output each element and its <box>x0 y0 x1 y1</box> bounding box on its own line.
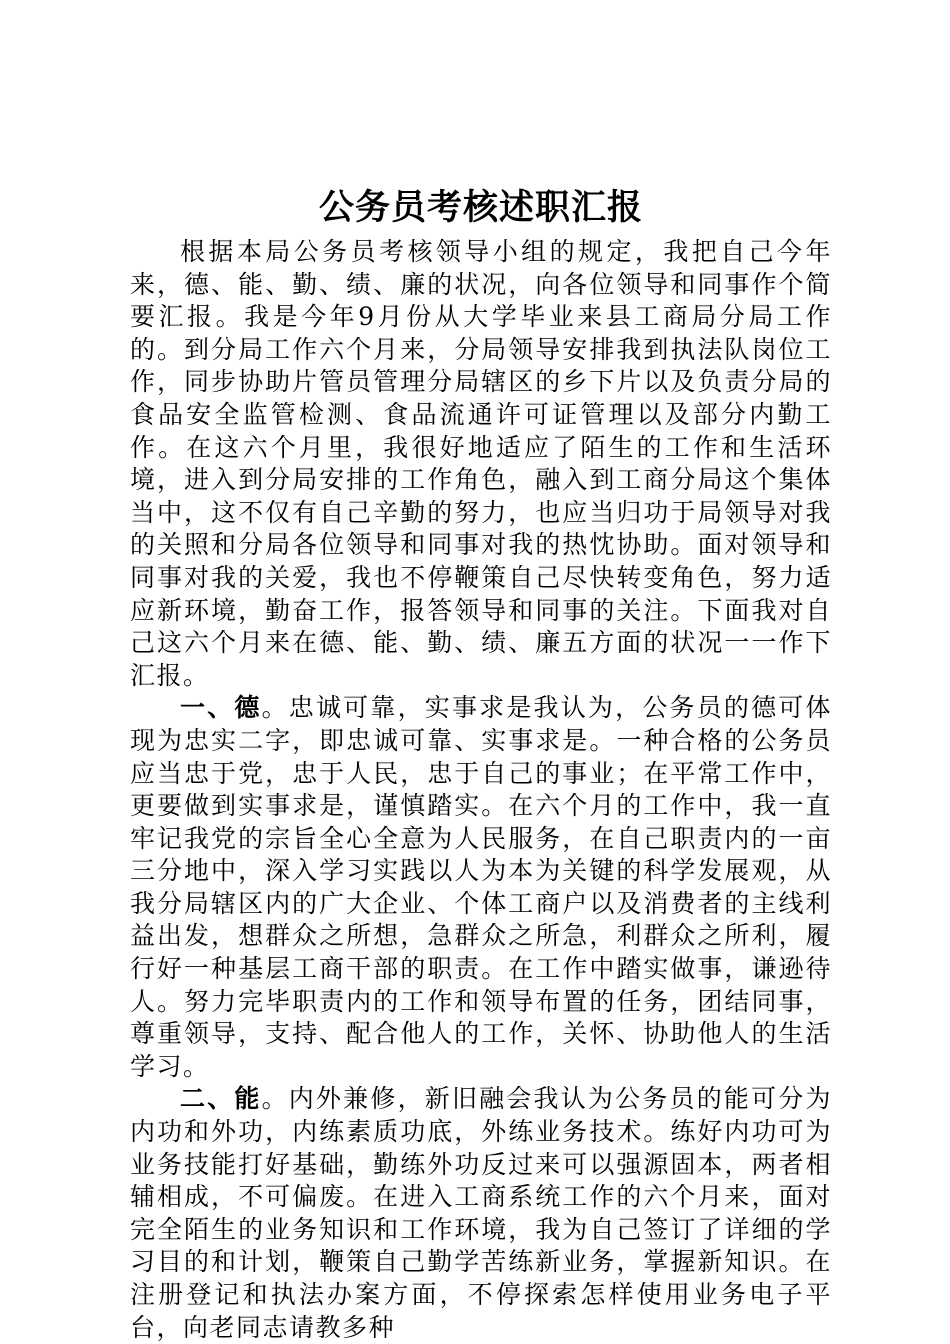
section-neng-paragraph <box>130 1083 832 1344</box>
document-title: 公务员考核述职汇报 <box>318 187 643 228</box>
section-de-paragraph <box>130 692 832 1083</box>
section-de-body: 。忠诚可靠，实事求是我认为，公务员的德可体现为忠实二字，即忠诚可靠、实事求是。一种合格的公务员应当忠于党，忠于人民，忠于自己的事业；在平常工作中，更要做到实事求是，谨慎踏实。在六个月的工作中，我一直牢记我党的宗旨全心全意为人民服务，在自己职责内的一亩三分地中，深入学习实践以人为本为关键的科学发展观，从我分局辖区内的广大企业、个体工商户以及消费者的主线利益出发，想群众之所想，急群众之所急，利群众之所利，履行好一种基层工商干部的职责。在工作中踏实做事，谦逊待人。努力完毕职责内的工作和领导布置的任务，团结同事，尊重领导，支持、配合他人的工作，关怀、协助他人的生活学习。 <box>130 693 832 1081</box>
document-page <box>130 180 832 1344</box>
section-neng-body: 。内外兼修，新旧融会我认为公务员的能可分为内功和外功，内练素质功底，外练业务技术。练好内功可为业务技能打好基础，勤练外功反过来可以强源固本，两者相辅相成，不可偏废。在进入工商系统工作的六个月来，面对完全陌生的业务知识和工作环境，我为自己签订了详细的学习目的和计划，鞭策自己勤学苦练新业务，掌握新知识。在注册登记和执法办案方面，不停探索怎样使用业务电子平台，向老同志请教多种 <box>130 1084 832 1342</box>
intro-paragraph: 根据本局公务员考核领导小组的规定，我把自己今年来，德、能、勤、绩、廉的状况，向各位领导和同事作个简要汇报。我是今年9月份从大学毕业来县工商局分局工作的。到分局工作六个月来，分局领导安排我到执法队岗位工作，同步协助片管员管理分局辖区的乡下片以及负责分局的食品安全监管检测、食品流通许可证管理以及部分内勤工作。在这六个月里，我很好地适应了陌生的工作和生活环境，进入到分局安排的工作角色，融入到工商分局这个集体当中，这不仅有自己辛勤的努力，也应当归功于局领导对我的关照和分局各位领导和同事对我的热忱协助。面对领导和同事对我的关爱，我也不停鞭策自己尽快转变角色，努力适应新环境，勤奋工作，报答领导和同事的关注。下面我对自己这六个月来在德、能、勤、绩、廉五方面的状况一一作下汇报。 <box>130 237 832 690</box>
section-de-heading: 一、德 <box>180 693 262 723</box>
section-neng-heading: 二、能 <box>180 1084 262 1114</box>
